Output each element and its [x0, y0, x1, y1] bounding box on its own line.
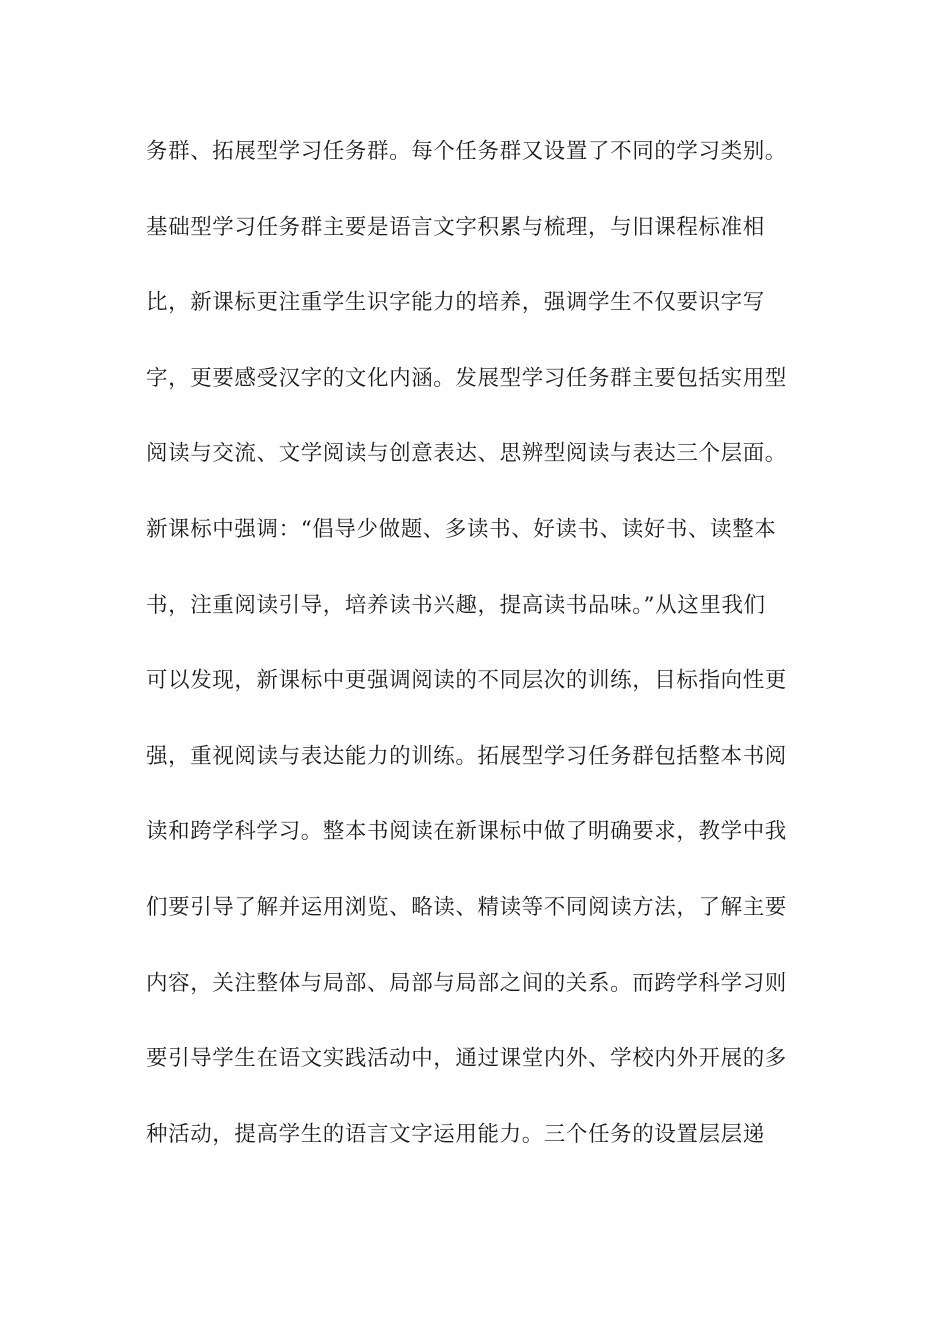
text-line-12: 内容，关注整体与局部、局部与局部之间的关系。而跨学科学习则: [146, 970, 787, 996]
text-line-4: 字，更要感受汉字的文化内涵。发展型学习任务群主要包括实用型: [146, 365, 787, 391]
text-line-9: 强，重视阅读与表达能力的训练。拓展型学习任务群包括整本书阅: [146, 743, 787, 769]
text-line-14: 种活动，提高学生的语言文字运用能力。三个任务的设置层层递: [146, 1121, 765, 1147]
text-line-10: 读和跨学科学习。整本书阅读在新课标中做了明确要求，教学中我: [146, 819, 787, 845]
text-line-7: 书，注重阅读引导，培养读书兴趣，提高读书品味。”从这里我们: [146, 592, 766, 618]
text-line-3: 比，新课标更注重学生识字能力的培养，强调学生不仅要识字写: [146, 290, 765, 316]
text-line-5: 阅读与交流、文学阅读与创意表达、思辨型阅读与表达三个层面。: [146, 441, 787, 467]
text-line-6: 新课标中强调：“倡导少做题、多读书、好读书、读好书、读整本: [146, 516, 777, 542]
text-line-11: 们要引导了解并运用浏览、略读、精读等不同阅读方法，了解主要: [146, 894, 787, 920]
text-line-2: 基础型学习任务群主要是语言文字积累与梳理，与旧课程标准相: [146, 214, 765, 240]
text-line-1: 务群、拓展型学习任务群。每个任务群又设置了不同的学习类别。: [146, 139, 787, 164]
body-text: [146, 132, 806, 1190]
text-line-13: 要引导学生在语文实践活动中，通过课堂内外、学校内外开展的多: [146, 1046, 787, 1072]
text-line-8: 可以发现，新课标中更强调阅读的不同层次的训练，目标指向性更: [146, 668, 787, 694]
